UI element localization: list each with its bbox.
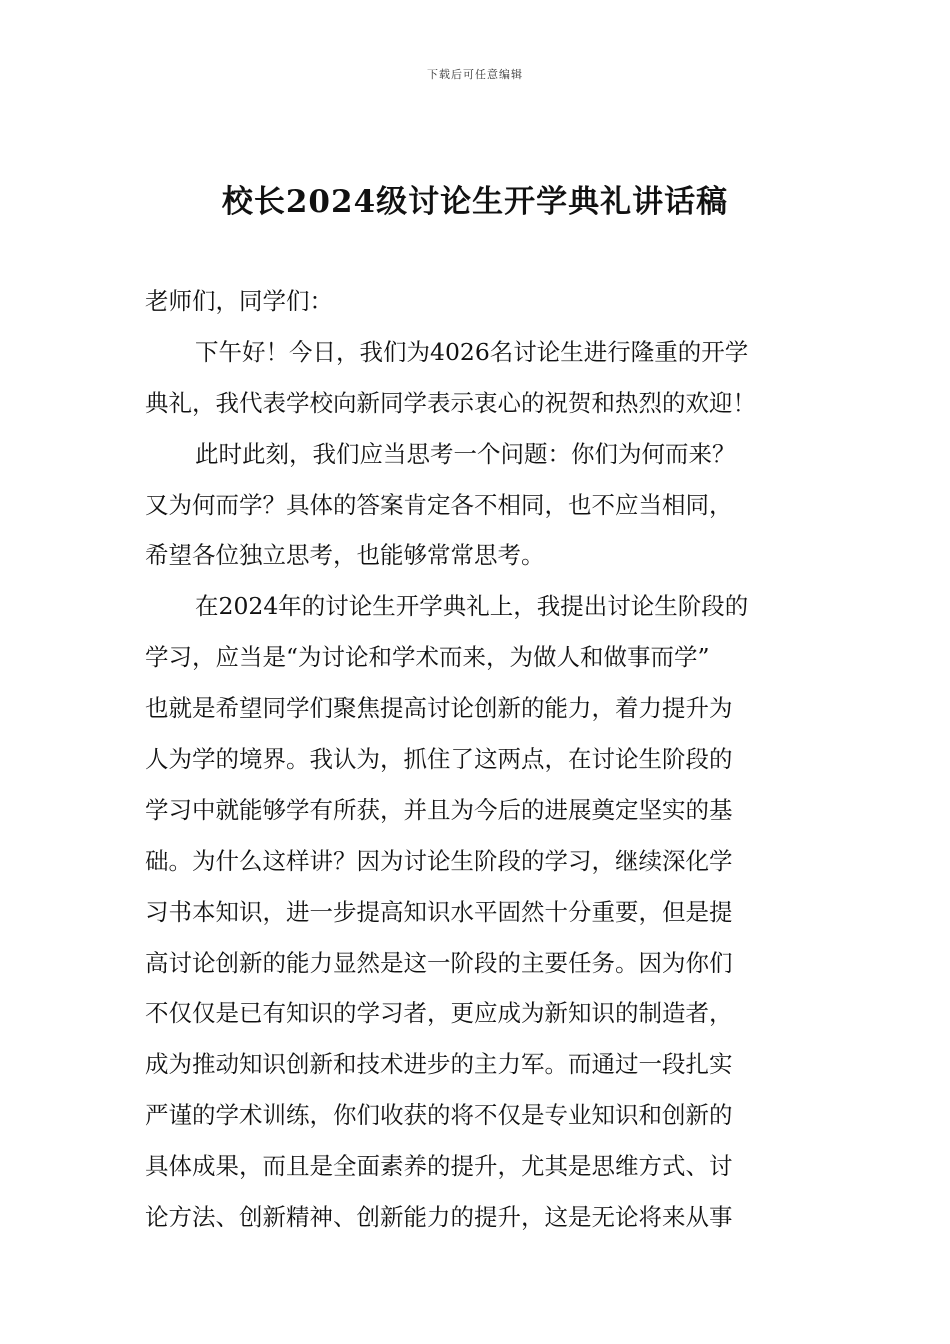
body-line: 础。为什么这样讲？因为讨论生阶段的学习，继续深化学 — [145, 846, 733, 875]
body-line: 习书本知识，进一步提高知识水平固然十分重要，但是提 — [145, 897, 733, 926]
body-line: 老师们，同学们： — [145, 287, 333, 315]
body-line: 下午好！今日，我们为4026名讨论生进行隆重的开学 — [195, 337, 749, 366]
document-body — [145, 276, 807, 1243]
body-line: 具体成果，而且是全面素养的提升，尤其是思维方式、讨 — [145, 1152, 733, 1181]
body-line: 不仅仅是已有知识的学习者，更应成为新知识的制造者， — [145, 999, 733, 1028]
body-line: 希望各位独立思考，也能够常常思考。 — [145, 541, 545, 570]
body-line: 学习中就能够学有所获，并且为今后的进展奠定坚实的基 — [145, 795, 733, 824]
body-line: 高讨论创新的能力显然是这一阶段的主要任务。因为你们 — [145, 948, 733, 977]
header-note: 下载后可任意编辑 — [427, 68, 523, 81]
body-line: 此时此刻，我们应当思考一个问题：你们为何而来？ — [195, 439, 736, 468]
body-line: 又为何而学？具体的答案肯定各不相同，也不应当相同， — [145, 490, 733, 519]
body-line: 也就是希望同学们聚焦提高讨论创新的能力，着力提升为 — [145, 694, 733, 723]
body-line: 成为推动知识创新和技术进步的主力军。而通过一段扎实 — [145, 1050, 733, 1079]
body-line: 严谨的学术训练，你们收获的将不仅是专业知识和创新的 — [145, 1101, 733, 1130]
body-line: 典礼，我代表学校向新同学表示衷心的祝贺和热烈的欢迎！ — [145, 388, 756, 417]
body-line: 论方法、创新精神、创新能力的提升，这是无论将来从事 — [145, 1203, 733, 1232]
document-title: 校长2024级讨论生开学典礼讲话稿 — [221, 184, 729, 220]
body-line: 在2024年的讨论生开学典礼上，我提出讨论生阶段的 — [195, 592, 749, 621]
body-line: 人为学的境界。我认为，抓住了这两点，在讨论生阶段的 — [145, 745, 733, 774]
body-line: 学习，应当是“为讨论和学术而来，为做人和做事而学” — [145, 643, 710, 672]
